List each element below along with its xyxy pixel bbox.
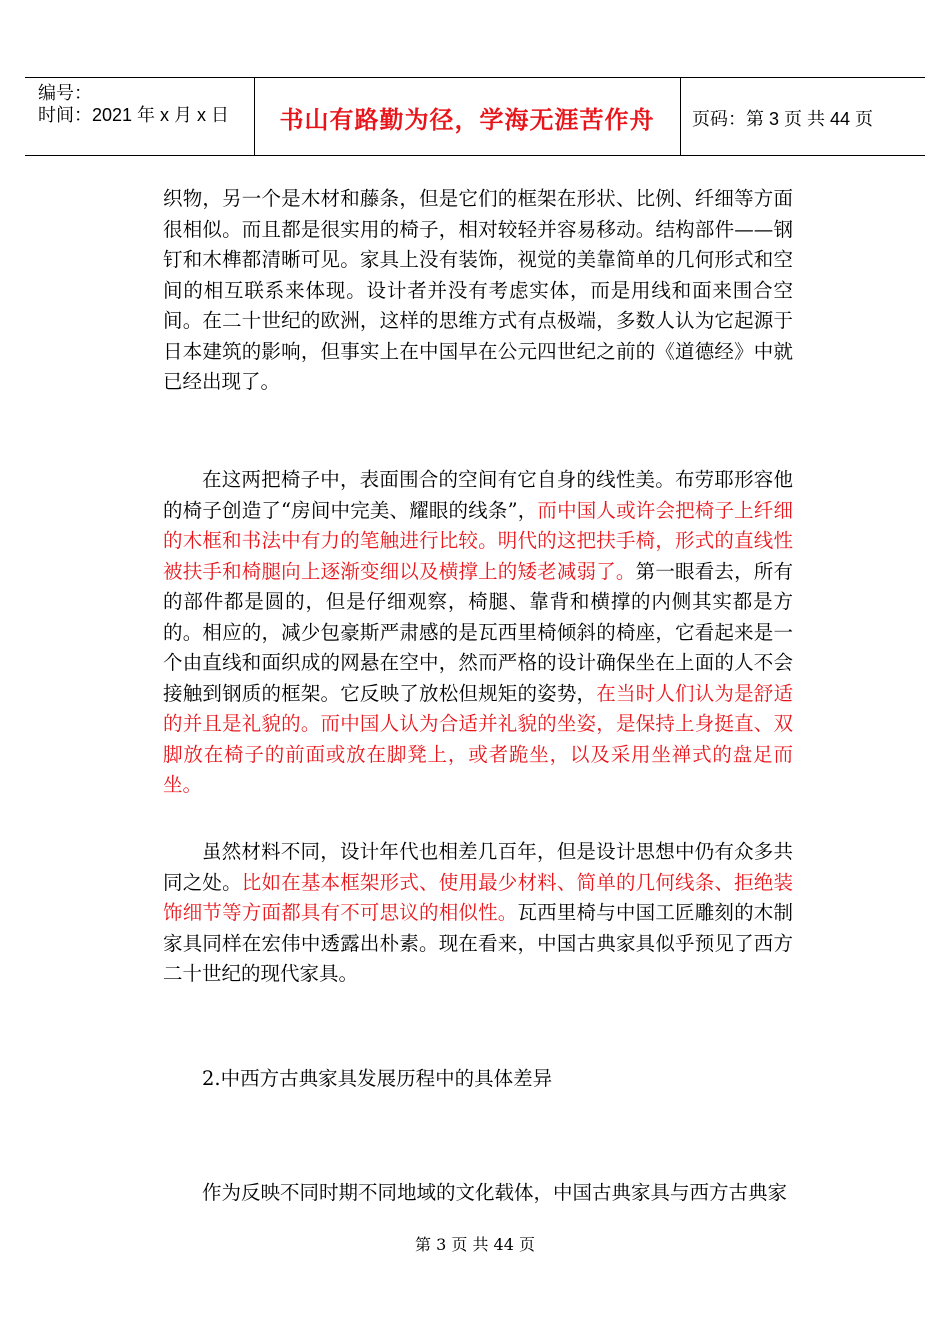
paragraph-text xyxy=(163,465,793,801)
header-bottom-rule xyxy=(25,155,925,156)
highlighted-segment: 在当时人们认为是舒适的并且是礼貌的。而中国人认为合适并礼貌的坐姿，是保持上身挺直、双脚放在椅子的前面或放在脚凳上，或者跪坐，以及采用坐禅式的盘足而坐。 xyxy=(163,681,793,796)
heading-segment: 2.中西方古典家具发展历程中的具体差异 xyxy=(202,1067,553,1090)
header-top-rule xyxy=(25,77,925,78)
time-label: 时间：2021 年 x 月 x 日 xyxy=(38,105,230,125)
header-page-info: 页码：第 3 页 共 44 页 xyxy=(692,109,874,129)
highlighted-segment: 比如在基本框架形式、使用最少材料、简单的几何线条、拒绝装饰细节等方面都具有不可思议的相似性。 xyxy=(163,870,793,924)
text-segment: 在这两把椅子中，表面围合的空间有它自身的线性美。布劳耶形容他的椅子创造了“房间中完美、耀眼的线条”， xyxy=(163,468,793,522)
header-divider-right xyxy=(680,77,681,155)
footer-page-number: 第 3 页 共 44 页 xyxy=(415,1235,535,1254)
header-motto: 书山有路勤为径，学海无涯苦作舟 xyxy=(279,106,655,134)
paragraph-1 xyxy=(163,184,793,398)
text-segment: 瓦西里椅与中国工匠雕刻的木制家具同样在宏伟中透露出朴素。现在看来，中国古典家具似乎预见了西方二十世纪的现代家具。 xyxy=(163,901,793,985)
doc-number-label: 编号： xyxy=(38,83,92,103)
paragraph-3 xyxy=(163,837,793,990)
highlighted-segment: 而中国人或许会把椅子上纤细的木框和书法中有力的笔触进行比较。明代的这把扶手椅，形式的直线性被扶手和椅腿向上逐渐变细以及横撑上的矮老减弱了。 xyxy=(163,498,793,583)
paragraph-2 xyxy=(163,465,793,801)
header-meta xyxy=(38,82,229,126)
text-segment: 虽然材料不同，设计年代也相差几百年，但是设计思想中仍有众多共同之处。 xyxy=(163,840,793,894)
paragraph-text xyxy=(163,1178,793,1209)
text-segment: 作为反映不同时期不同地域的文化载体，中国古典家具与西方古典家 xyxy=(202,1181,788,1204)
text-segment: 织物，另一个是木材和藤条，但是它们的框架在形状、比例、纤细等方面很相似。而且都是很实用的椅子，相对较轻并容易移动。结构部件——钢钉和木榫都清晰可见。家具上没有装饰，视觉的美靠简单的几何形式和空间的相互联系来体现。设计者并没有考虑实体，而是用线和面来围合空间。在二十世纪的欧洲，这样的思维方式有点极端，多数人认为它起源于日本建筑的影响，但事实上在中国早在公元四世纪之前的《道德经》中就已经出现了。 xyxy=(163,187,793,393)
section-heading xyxy=(163,1064,793,1095)
paragraph-text xyxy=(163,837,793,990)
text-segment: 第一眼看去，所有的部件都是圆的，但是仔细观察，椅腿、靠背和横撑的内侧其实都是方的。相应的，减少包豪斯严肃感的是瓦西里椅倾斜的椅座，它看起来是一个由直线和面织成的网悬在空中，然而严格的设计确保坐在上面的人不会接触到钢质的框架。它反映了放松但规矩的姿势， xyxy=(163,559,793,705)
section-heading-text xyxy=(163,1064,793,1095)
paragraph-4 xyxy=(163,1178,793,1209)
paragraph-text xyxy=(163,184,793,398)
